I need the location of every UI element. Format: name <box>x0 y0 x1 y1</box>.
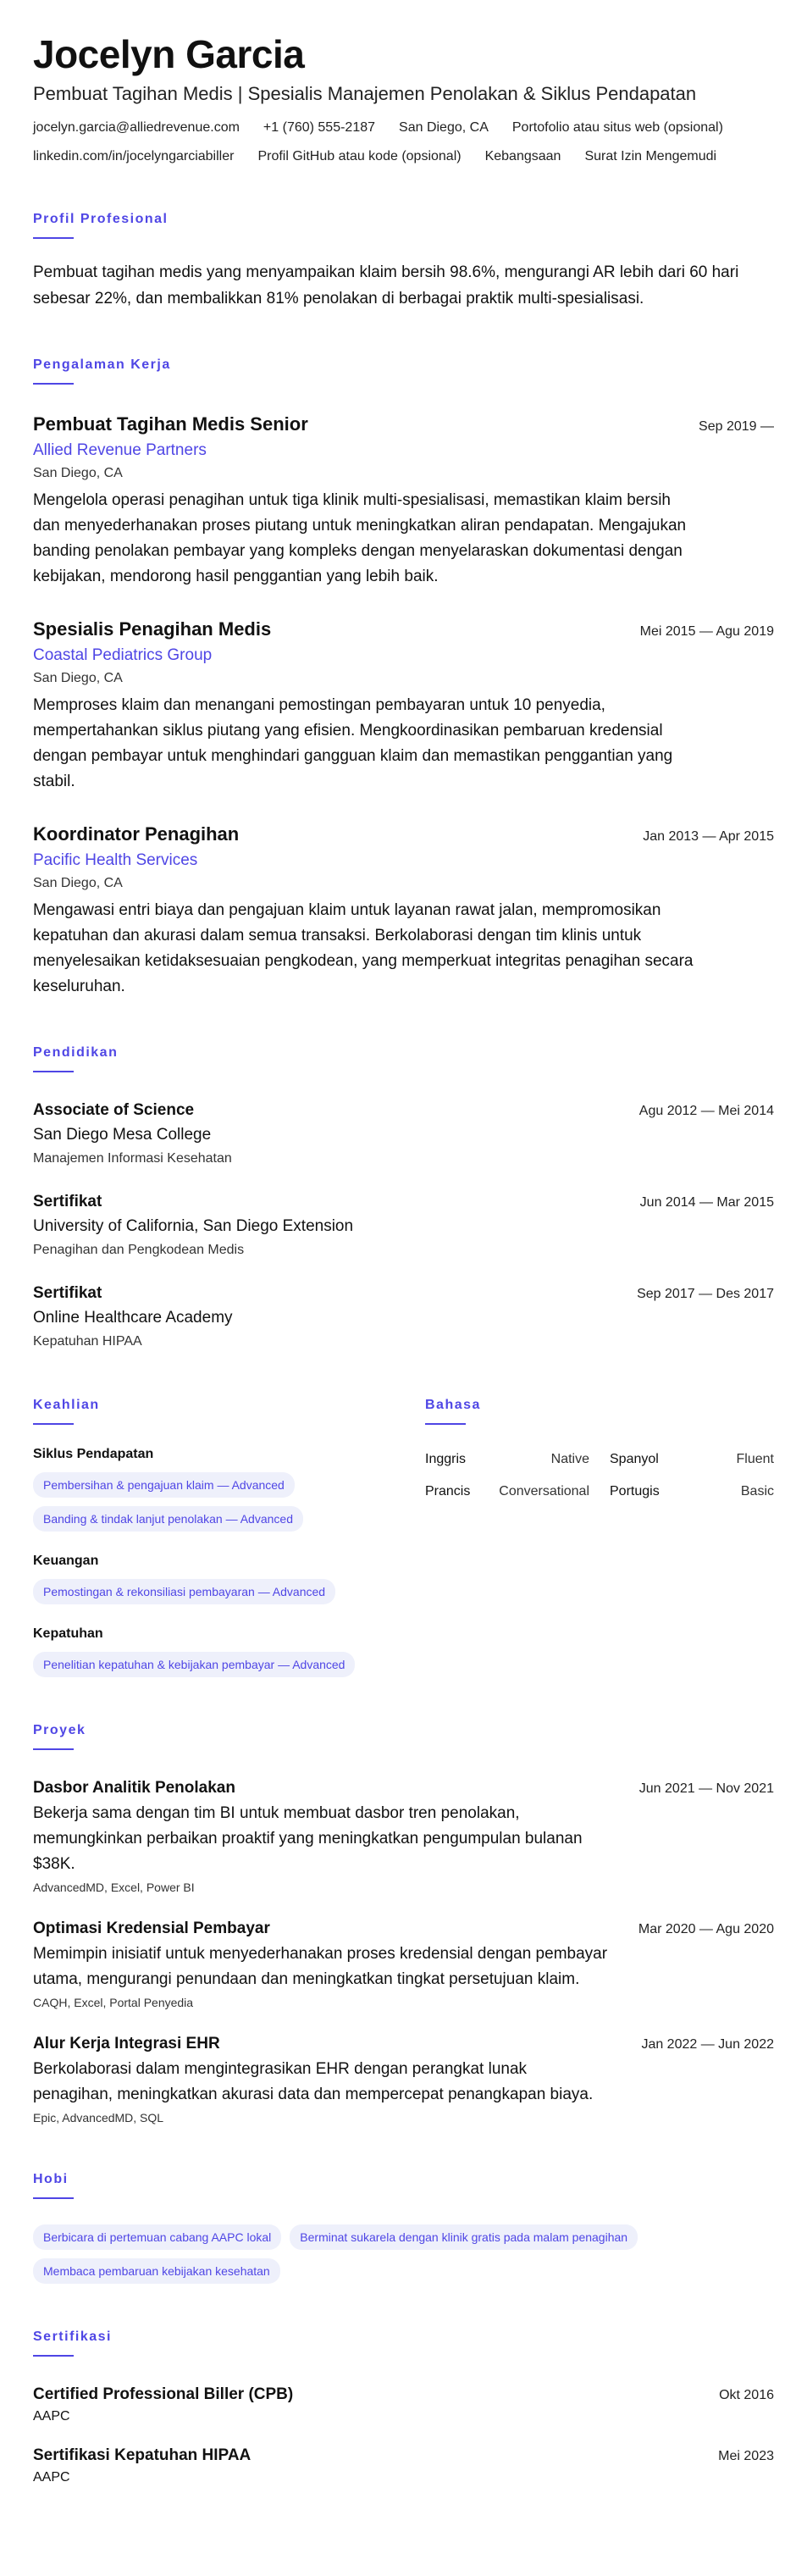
hobby-chip: Membaca pembaruan kebijakan kesehatan <box>33 2258 280 2284</box>
job-title: Koordinator Penagihan <box>33 823 240 845</box>
section-title-skills: Keahlian <box>33 1398 100 1412</box>
skill-chip: Pembersihan & pengajuan klaim — Advanced <box>33 1472 295 1498</box>
job-dates: Sep 2019 — <box>699 419 774 434</box>
project-dates: Jun 2021 — Nov 2021 <box>638 1781 774 1796</box>
hobby-chip: Berminat sukarela dengan klinik gratis pada malam penagihan <box>290 2224 638 2250</box>
section-divider <box>33 237 74 239</box>
job-title: Pembuat Tagihan Medis Senior <box>33 413 308 435</box>
hobbies-section <box>33 2170 774 2284</box>
section-divider <box>33 2197 74 2199</box>
certification-issuer: AAPC <box>33 2409 70 2424</box>
certification-entry <box>33 2384 774 2426</box>
contact-nationality: Kebangsaan <box>484 149 561 163</box>
certification-title: Certified Professional Biller (CPB) <box>33 2385 294 2403</box>
education-section <box>33 1044 774 1352</box>
job-company: Pacific Health Services <box>33 851 198 869</box>
contact-list <box>33 119 774 166</box>
skill-category: Keuangan <box>33 1554 99 1568</box>
candidate-name: Jocelyn Garcia <box>33 32 305 76</box>
job-entry <box>33 412 774 590</box>
contact-drivers-license: Surat Izin Mengemudi <box>584 149 717 163</box>
skills-column <box>33 1352 425 1677</box>
education-school: San Diego Mesa College <box>33 1126 212 1144</box>
language-name: Spanyol <box>610 1452 659 1466</box>
job-company: Coastal Pediatrics Group <box>33 646 213 664</box>
education-entry <box>33 1100 774 1169</box>
education-dates: Jun 2014 — Mar 2015 <box>639 1195 774 1210</box>
skill-group <box>33 1445 425 1532</box>
section-divider <box>33 383 74 385</box>
certification-title: Sertifikasi Kepatuhan HIPAA <box>33 2446 251 2464</box>
language-name: Inggris <box>425 1452 467 1466</box>
job-title: Spesialis Penagihan Medis <box>33 618 272 640</box>
job-location: San Diego, CA <box>33 671 123 685</box>
project-entry <box>33 2033 774 2126</box>
project-entry <box>33 1777 774 1896</box>
hobby-chip: Berbicara di pertemuan cabang AAPC lokal <box>33 2224 281 2250</box>
project-dates: Jan 2022 — Jun 2022 <box>641 2037 774 2052</box>
language-item <box>425 1482 589 1501</box>
languages-column <box>425 1352 774 1677</box>
language-list <box>425 1450 774 1501</box>
language-level: Fluent <box>736 1452 774 1466</box>
profile-section <box>33 210 774 312</box>
education-dates: Sep 2017 — Des 2017 <box>637 1287 774 1301</box>
certification-date: Mei 2023 <box>718 2449 774 2463</box>
language-level: Basic <box>740 1484 774 1499</box>
education-entry <box>33 1282 774 1352</box>
project-tech: CAQH, Excel, Portal Penyedia <box>33 1996 194 2009</box>
language-item <box>610 1482 774 1501</box>
job-entry <box>33 822 774 1000</box>
project-title: Dasbor Analitik Penolakan <box>33 1779 235 1797</box>
education-field: Kepatuhan HIPAA <box>33 1334 142 1349</box>
job-entry <box>33 617 774 795</box>
education-degree: Sertifikat <box>33 1284 102 1302</box>
section-divider <box>33 1748 74 1750</box>
section-title-languages: Bahasa <box>425 1398 481 1412</box>
skill-chip: Penelitian kepatuhan & kebijakan pembayar — Advanced <box>33 1652 355 1677</box>
language-name: Prancis <box>425 1484 471 1499</box>
language-level: Conversational <box>499 1484 589 1499</box>
project-title: Alur Kerja Integrasi EHR <box>33 2035 220 2052</box>
section-divider <box>33 1071 74 1072</box>
skill-category: Kepatuhan <box>33 1626 103 1641</box>
education-field: Manajemen Informasi Kesehatan <box>33 1151 232 1166</box>
project-dates: Mar 2020 — Agu 2020 <box>638 1922 774 1936</box>
language-item <box>610 1450 774 1469</box>
project-description: Berkolaborasi dalam mengintegrasikan EHR dengan perangkat lunak penagihan, meningkatkan akurasi data dan mempercepat penangkapan biaya. <box>33 2060 594 2103</box>
project-description: Memimpin inisiatif untuk menyederhanakan proses kredensial dengan pembayar utama, mengurangi penundaan dan meningkatkan tingkat persetujuan klaim. <box>33 1945 608 1988</box>
language-name: Portugis <box>610 1484 660 1499</box>
contact-portfolio[interactable]: Portofolio atau situs web (opsional) <box>511 120 723 135</box>
section-title-profile: Profil Profesional <box>33 212 169 226</box>
section-divider <box>33 1423 74 1425</box>
contact-location: San Diego, CA <box>399 120 489 135</box>
contact-phone[interactable]: +1 (760) 555-2187 <box>263 120 376 135</box>
section-title-projects: Proyek <box>33 1723 86 1737</box>
section-divider <box>425 1423 466 1425</box>
projects-section <box>33 1721 774 2126</box>
skills-languages-section <box>33 1352 774 1677</box>
language-level: Native <box>550 1452 589 1466</box>
job-company: Allied Revenue Partners <box>33 441 207 459</box>
project-title: Optimasi Kredensial Pembayar <box>33 1920 270 1937</box>
certification-entry <box>33 2445 774 2487</box>
section-divider <box>33 2355 74 2357</box>
job-location: San Diego, CA <box>33 466 123 480</box>
skill-group <box>33 1552 425 1604</box>
education-dates: Agu 2012 — Mei 2014 <box>638 1104 774 1118</box>
education-degree: Sertifikat <box>33 1193 102 1210</box>
job-description: Memproses klaim dan menangani pemostingan pembayaran untuk 10 penyedia, mempertahankan siklus piutang yang efisien. Mengkoordinasikan pembaruan kredensial dengan pembayar untuk menghindari gangguan klaim dan memastikan penggantian yang stabil. <box>33 696 673 790</box>
section-title-hobbies: Hobi <box>33 2172 69 2186</box>
certification-issuer: AAPC <box>33 2470 70 2485</box>
job-description: Mengawasi entri biaya dan pengajuan klaim untuk layanan rawat jalan, mempromosikan kepatuhan dan akurasi dalam semua transaksi. Berkolaborasi dengan tim klinis untuk menyelesaikan ketidaksesuaian pengkodean, yang memperkuat integritas penagihan secara keseluruhan. <box>33 901 694 995</box>
project-tech: AdvancedMD, Excel, Power BI <box>33 1881 195 1894</box>
certification-date: Okt 2016 <box>719 2388 774 2402</box>
project-tech: Epic, AdvancedMD, SQL <box>33 2111 164 2125</box>
contact-linkedin[interactable]: linkedin.com/in/jocelyngarciabiller <box>33 149 235 163</box>
job-dates: Jan 2013 — Apr 2015 <box>643 829 774 844</box>
education-school: University of California, San Diego Extension <box>33 1217 354 1235</box>
language-item <box>425 1450 589 1469</box>
education-school: Online Healthcare Academy <box>33 1309 233 1327</box>
contact-email[interactable]: jocelyn.garcia@alliedrevenue.com <box>33 120 240 135</box>
project-description: Bekerja sama dengan tim BI untuk membuat dasbor tren penolakan, memungkinkan perbaikan proaktif yang meningkatkan pengumpulan bulanan $38K. <box>33 1804 583 1873</box>
profile-summary: Pembuat tagihan medis yang menyampaikan klaim bersih 98.6%, mengurangi AR lebih dari 60 hari sebesar 22%, dan membalikkan 81% penolakan di berbagai praktik multi-spesialisasi. <box>33 263 739 307</box>
hobby-list <box>33 2224 774 2284</box>
education-entry <box>33 1191 774 1260</box>
section-title-education: Pendidikan <box>33 1045 119 1060</box>
resume-header <box>33 30 774 166</box>
education-degree: Associate of Science <box>33 1101 195 1119</box>
certifications-section <box>33 2328 774 2487</box>
skill-chip: Banding & tindak lanjut penolakan — Advanced <box>33 1506 303 1532</box>
section-title-certifications: Sertifikasi <box>33 2329 112 2344</box>
job-dates: Mei 2015 — Agu 2019 <box>639 624 774 639</box>
experience-section <box>33 356 774 1000</box>
project-entry <box>33 1918 774 2011</box>
education-field: Penagihan dan Pengkodean Medis <box>33 1243 245 1257</box>
section-title-experience: Pengalaman Kerja <box>33 357 171 372</box>
skill-category: Siklus Pendapatan <box>33 1447 154 1461</box>
skill-chip: Pemostingan & rekonsiliasi pembayaran — Advanced <box>33 1579 335 1604</box>
candidate-headline: Pembuat Tagihan Medis | Spesialis Manajemen Penolakan & Siklus Pendapatan <box>33 83 697 104</box>
job-description: Mengelola operasi penagihan untuk tiga klinik multi-spesialisasi, memastikan klaim bersih dan menyederhanakan proses piutang untuk meningkatkan aliran pendapatan. Mengajukan banding penolakan pembayar yang kompleks dengan menyelaraskan dokumentasi dengan kebijakan, mendorong hasil penggantian yang lebih baik. <box>33 491 687 585</box>
job-location: San Diego, CA <box>33 876 123 890</box>
contact-github[interactable]: Profil GitHub atau kode (opsional) <box>257 149 462 163</box>
skill-group <box>33 1625 425 1677</box>
